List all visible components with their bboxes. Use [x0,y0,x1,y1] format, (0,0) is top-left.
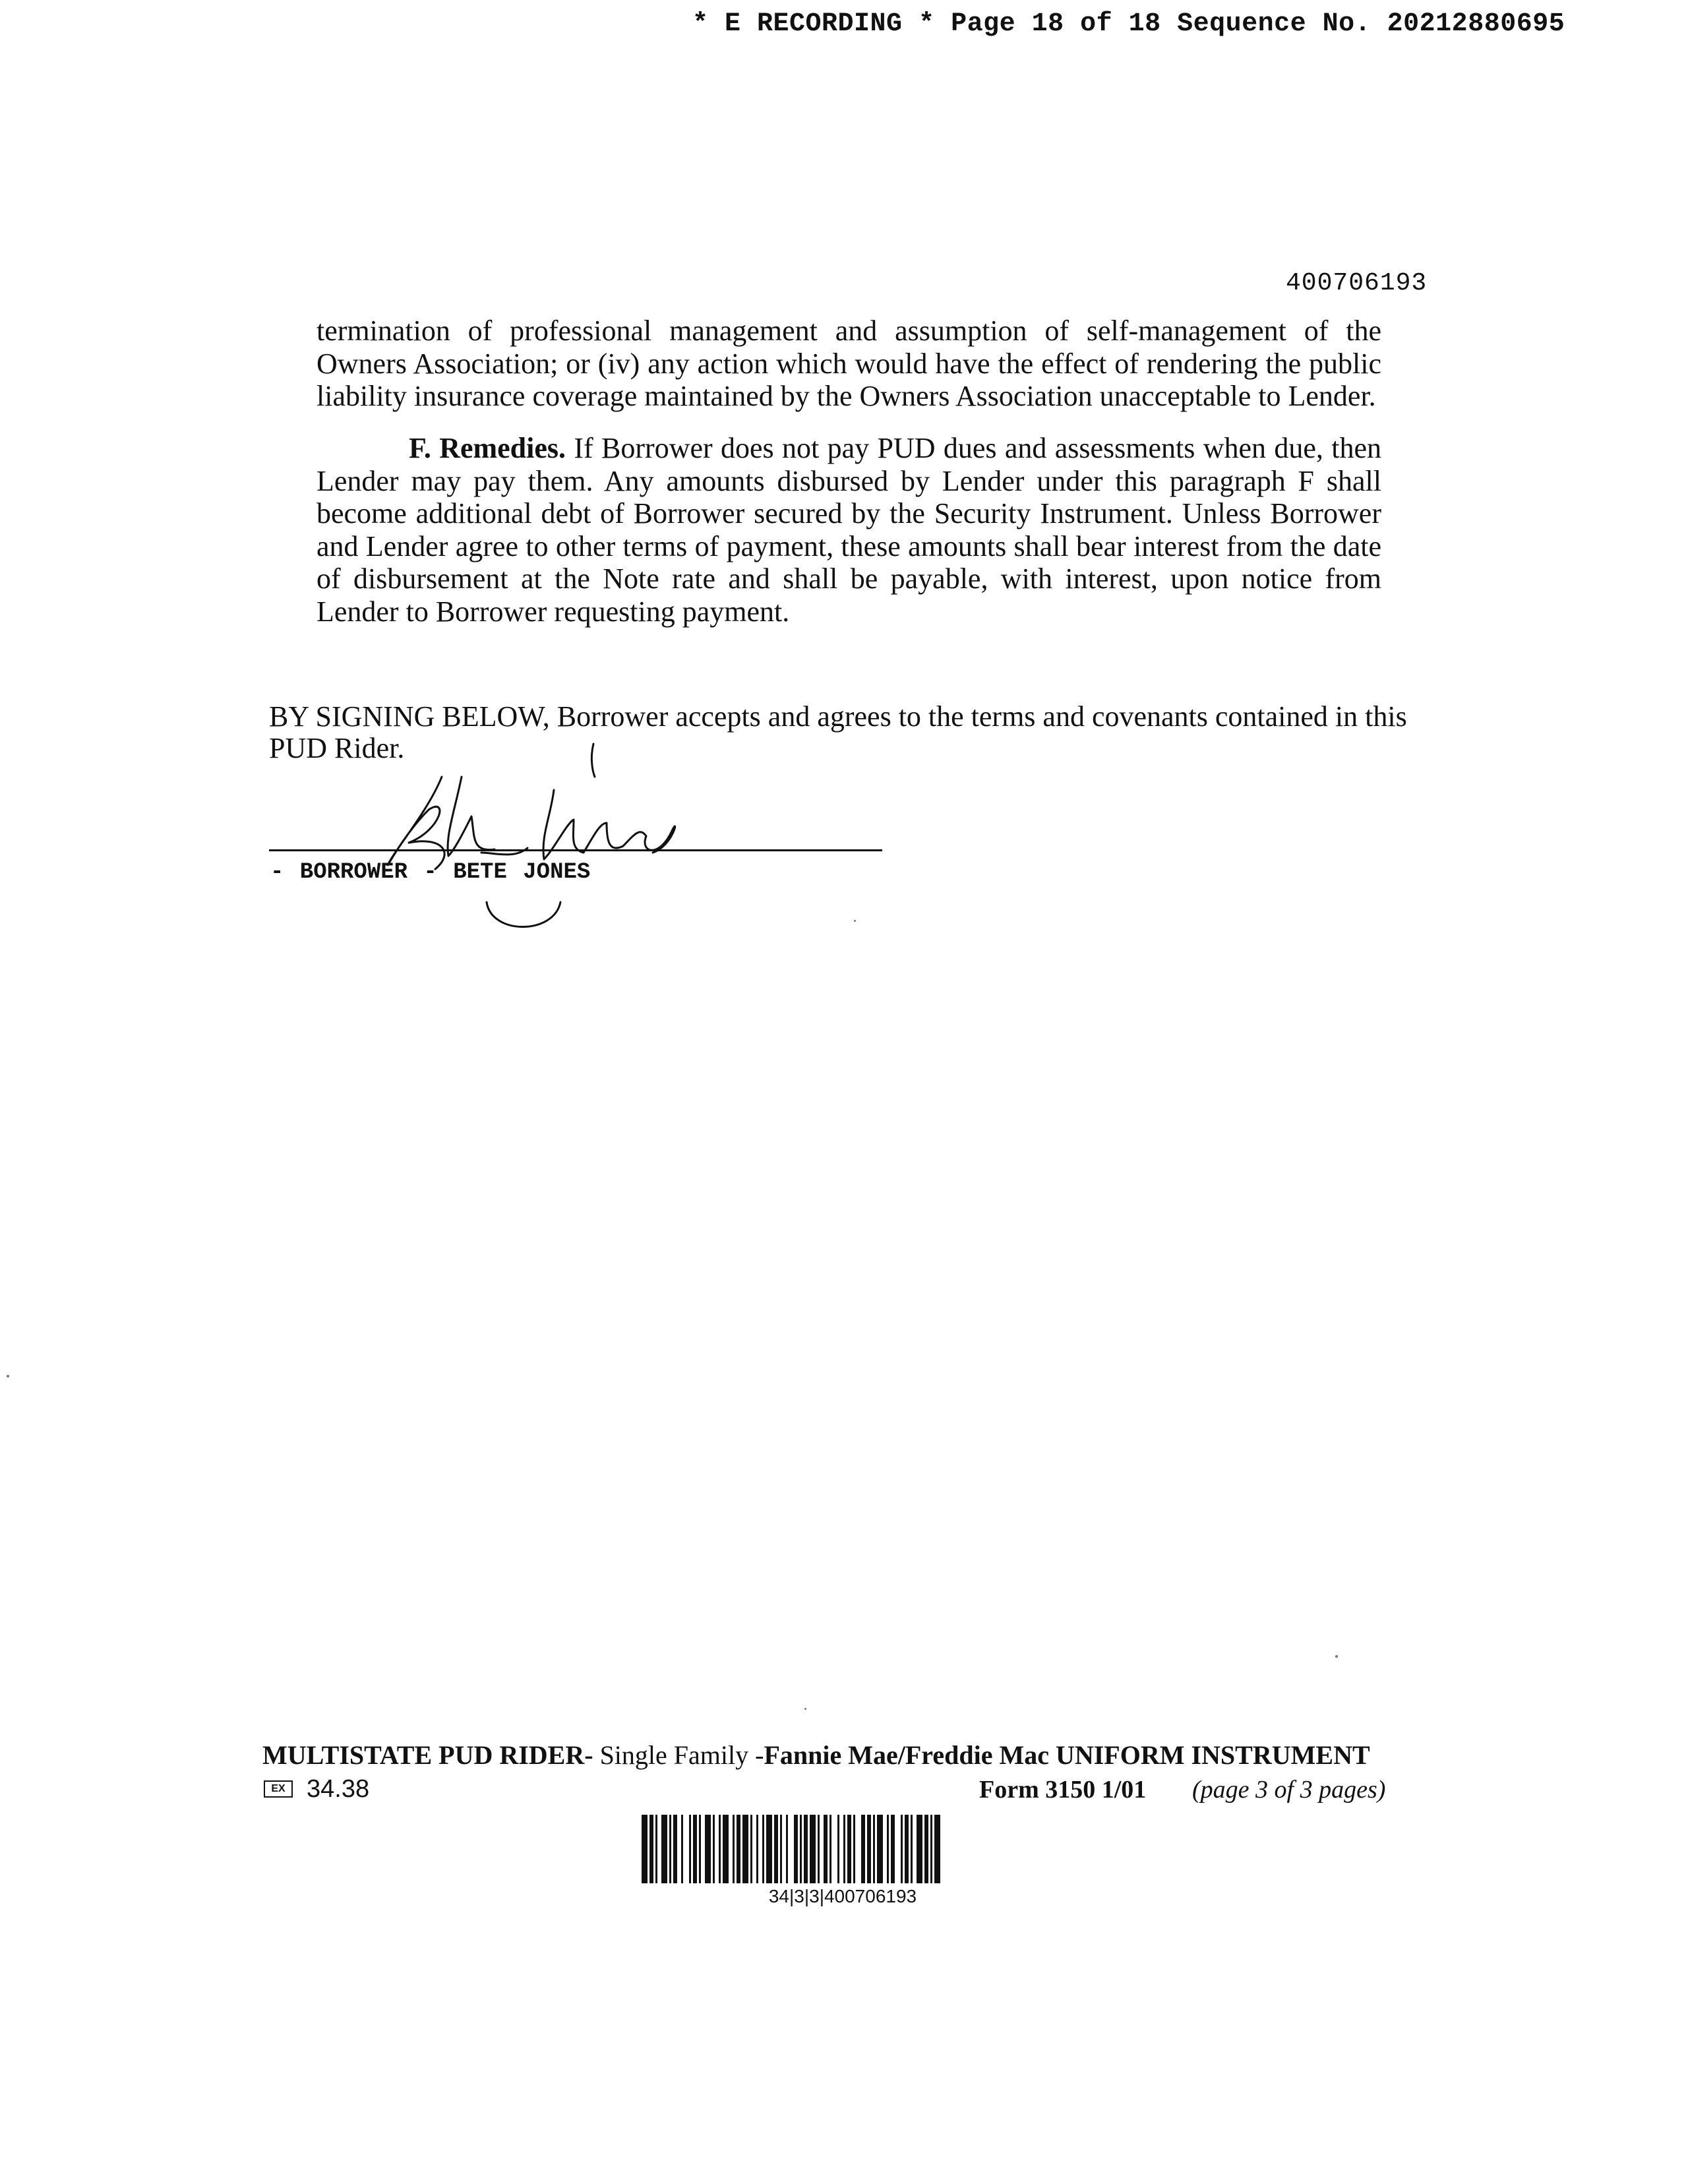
remedies-heading: F. Remedies. [409,432,566,464]
barcode-bar [887,1815,889,1883]
barcode-bar [843,1815,845,1883]
form-number: Form 3150 1/01 [979,1776,1147,1804]
barcode-bar [818,1815,820,1883]
barcode-bar [804,1815,808,1883]
remedies-text: If Borrower does not pay PUD dues and assessments when due, then Lender may pay them. Any amounts disbursed by Lender under this paragraph F shall become additional debt of Borrower secured by the Security Instrument. Unless Borrower and Lender agree to other terms of payment, these amounts shall bear interest from the date of disbursement at the Note rate and shall be payable, with interest, upon notice from Lender to Borrower requesting payment. [316,432,1382,628]
barcode-bar [891,1815,895,1883]
barcode-bar [934,1815,940,1883]
barcode-bar [699,1815,701,1883]
barcode-bar [723,1815,729,1883]
remedies-paragraph [316,432,1381,628]
barcode-bar [917,1815,922,1883]
barcode-bar [737,1815,740,1883]
barcode-bar [861,1815,865,1883]
barcode-bar [733,1815,735,1883]
continuation-paragraph: termination of professional management and assumption of self-management of the Owners Association; or (iv) any action which would have the effect of rendering the public liability insurance coverage maintained by the Owners Association unacceptable to Lender. [316,315,1381,412]
scan-speck [804,1708,806,1710]
footer-title-part-3: Fannie Mae/Freddie Mac UNIFORM INSTRUMENT [764,1740,1370,1770]
barcode-bar [681,1815,683,1883]
signature-line [269,849,882,851]
barcode-bar [673,1815,677,1883]
page-count: (page 3 of 3 pages) [1192,1776,1386,1804]
scan-speck [854,920,856,922]
barcode-bar [649,1815,653,1883]
barcode-bar [829,1815,831,1883]
barcode-bar [837,1815,839,1883]
barcode-bar [713,1815,715,1883]
barcode-bar [800,1815,802,1883]
barcode-text: 34|3|3|400706193 [768,1886,917,1906]
barcode-bar [847,1815,851,1883]
barcode-bar [786,1815,788,1883]
barcode-bar [794,1815,798,1883]
barcode-bar [693,1815,697,1883]
barcode-bar [780,1815,782,1883]
barcode-bar [705,1815,711,1883]
handwritten-signature [356,737,765,935]
signing-statement: BY SIGNING BELOW, Borrower accepts and agrees to the terms and covenants contained in this PUD Rider. [269,700,1407,764]
barcode-bar [930,1815,932,1883]
barcode-bar [750,1815,752,1883]
barcode-bar [824,1815,828,1883]
recording-header: * E RECORDING * Page 18 of 18 Sequence No. 20212880695 [692,9,1565,39]
barcode-bar [901,1815,903,1883]
scan-speck [7,1375,9,1378]
footer-form-title [262,1740,1370,1771]
barcode-bar [873,1815,875,1883]
document-code-icon: EX [264,1780,293,1798]
barcode-bar [642,1815,648,1883]
barcode [642,1815,1044,1883]
barcode-bar [762,1815,764,1883]
loan-number: 400706193 [1286,269,1428,297]
barcode-bar [911,1815,913,1883]
barcode-bar [867,1815,871,1883]
barcode-bar [655,1815,657,1883]
barcode-bar [661,1815,667,1883]
barcode-bar [810,1815,816,1883]
barcode-bar [905,1815,909,1883]
barcode-bar [689,1815,691,1883]
barcode-bar [766,1815,772,1883]
barcode-bar [756,1815,758,1883]
barcode-bar [853,1815,855,1883]
footer-title-part-1: MULTISTATE PUD RIDER- [262,1740,593,1770]
document-code: 34.38 [307,1775,370,1803]
barcode-bar [719,1815,721,1883]
scan-speck [1335,1655,1338,1658]
barcode-bar [742,1815,748,1883]
footer-title-part-2: Single Family - [593,1740,764,1770]
barcode-bar [924,1815,928,1883]
barcode-bar [774,1815,778,1883]
barcode-bar [877,1815,883,1883]
barcode-bar [669,1815,671,1883]
borrower-label: - BORROWER - BETE JONES [270,860,591,885]
